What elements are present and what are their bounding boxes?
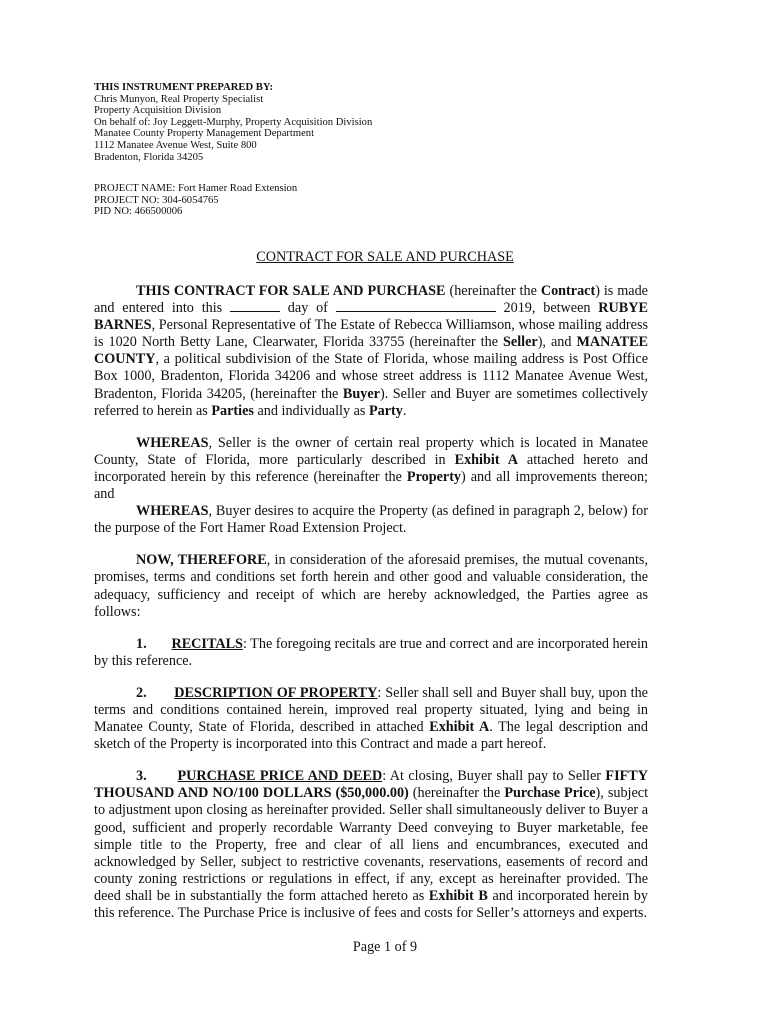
page-number: Page 1 of 9: [352, 939, 418, 955]
exhibit-a-ref: Exhibit A: [454, 451, 518, 468]
preparer-line: Chris Munyon, Real Property Specialist: [94, 93, 264, 105]
whereas-text: , Seller is the owner of certain real property which is located in Manatee County, State of Florida, more particularly described in: [94, 434, 648, 468]
now-therefore-lead: NOW, THEREFORE: [136, 552, 267, 569]
section-text: : Seller shall sell and Buyer shall buy, upon the terms and conditions contained herein, improved real property situated, lying and being in Manatee County, State of Florida, described in attached: [94, 684, 648, 736]
preparer-line: On behalf of: Joy Leggett-Murphy, Property Acquisition Division: [94, 116, 373, 128]
intro-text: 2019, between: [495, 300, 599, 317]
intro-text: (hereinafter the: [445, 283, 541, 299]
preparer-line: Property Acquisition Division: [94, 105, 222, 117]
document-title: CONTRACT FOR SALE AND PURCHASE: [256, 249, 514, 265]
section-number: 1.: [136, 635, 147, 652]
section-number: 2.: [136, 684, 147, 701]
project-block: [94, 183, 297, 218]
section-text: . The legal description and sketch of the Property is incorporated into this Contract and made a part hereof.: [94, 719, 648, 753]
intro-text: .: [402, 402, 407, 419]
whereas-text: ) and all improvements thereon; and: [94, 468, 648, 503]
intro-lead: THIS CONTRACT FOR SALE AND PURCHASE: [136, 283, 446, 299]
intro-text: and individually as: [253, 402, 369, 419]
preparer-line: Bradenton, Florida 34205: [94, 151, 204, 163]
whereas-lead: WHEREAS: [136, 434, 209, 451]
exhibit-b-ref: Exhibit B: [428, 887, 488, 904]
section-text: ), subject to adjustment upon closing as hereinafter provided. Seller shall simultaneously deliver to Buyer a good, sufficient and properly recordable Warranty Deed conveying to Buyer marketable, fee simple title to the Property, free and clear of all liens and encumbrances, executed and acknowledged by Seller, subject to restrictive covenants, reservations, easements of record and county zoning restrictions or regulations in effect, if any, except as hereinafter provided. The deed shall be in substantially the form attached hereto as: [94, 785, 649, 904]
preparer-line: Manatee County Property Management Department: [94, 128, 315, 140]
section-heading: RECITALS: [171, 635, 243, 652]
section-number: 3.: [136, 768, 147, 785]
section-text: (hereinafter the: [408, 785, 505, 802]
intro-paragraph: [94, 283, 648, 420]
buyer-name: MANATEE COUNTY: [94, 334, 648, 368]
purchase-amount: FIFTY THOUSAND AND NO/100 DOLLARS ($50,000.00): [94, 768, 648, 802]
property-term: Property: [406, 468, 462, 485]
intro-text: ) is made and entered into this: [94, 283, 648, 317]
contract-term: Contract: [540, 283, 596, 299]
party-term: Party: [368, 402, 403, 419]
section-text: : At closing, Buyer shall pay to Seller: [382, 768, 606, 785]
section-text: and incorporated herein by this reference. The Purchase Price is inclusive of fees and costs for Seller’s attorneys and experts.: [94, 887, 648, 921]
section-1-recitals: [94, 636, 648, 670]
section-heading: PURCHASE PRICE AND DEED: [177, 768, 383, 785]
seller-term: Seller: [503, 334, 538, 351]
purchase-price-term: Purchase Price: [504, 785, 596, 802]
now-therefore-paragraph: [94, 552, 648, 620]
prepared-by-heading: THIS INSTRUMENT PREPARED BY:: [94, 82, 274, 93]
project-name: PROJECT NAME: Fort Hamer Road Extension: [94, 183, 298, 194]
parties-term: Parties: [211, 402, 254, 419]
exhibit-a-ref: Exhibit A: [429, 719, 490, 736]
section-3-purchase-price: [94, 768, 648, 922]
whereas-paragraph-1: [94, 435, 648, 503]
contract-body: [94, 283, 648, 937]
pid-number: PID NO: 466500006: [94, 206, 183, 218]
seller-name: RUBYE BARNES: [94, 300, 648, 334]
section-heading: DESCRIPTION OF PROPERTY: [174, 684, 378, 701]
month-blank[interactable]: [336, 300, 496, 312]
day-blank[interactable]: [230, 300, 280, 312]
section-2-description: [94, 685, 648, 753]
intro-text: ), and: [537, 334, 577, 351]
preparer-block: [94, 82, 554, 163]
intro-text: day of: [280, 300, 336, 317]
whereas-text: attached hereto and incorporated herein by this reference (hereinafter the: [94, 451, 648, 485]
section-text: : The foregoing recitals are true and correct and are incorporated herein by this reference.: [94, 635, 649, 669]
whereas-paragraph-2: [94, 503, 648, 537]
project-number: PROJECT NO: 304-6054765: [94, 194, 219, 206]
intro-text: , a political subdivision of the State of Florida, whose mailing address is Post Office Box 1000, Bradenton, Florida 34206 and whose street address is 1112 Manatee Avenue West, Bradenton, Florida 34205, (hereinafter the: [94, 351, 648, 402]
whereas-text: , Buyer desires to acquire the Property (as defined in paragraph 2, below) for the purpose of the Fort Hamer Road Extension Project.: [94, 503, 648, 537]
buyer-term: Buyer: [342, 385, 380, 402]
whereas-lead: WHEREAS: [136, 503, 209, 520]
preparer-line: 1112 Manatee Avenue West, Suite 800: [94, 139, 257, 151]
intro-text: , Personal Representative of The Estate of Rebecca Williamson, whose mailing address is 1020 North Betty Lane, Clearwater, Florida 33755 (hereinafter the: [94, 317, 648, 351]
intro-text: ). Seller and Buyer are sometimes collectively referred to herein as: [94, 385, 649, 419]
now-therefore-text: , in consideration of the aforesaid premises, the mutual covenants, promises, terms and conditions set forth herein and other good and valuable consideration, the adequacy, sufficiency and receipt of which are hereby acknowledged, the Parties agree as follows:: [94, 552, 648, 620]
